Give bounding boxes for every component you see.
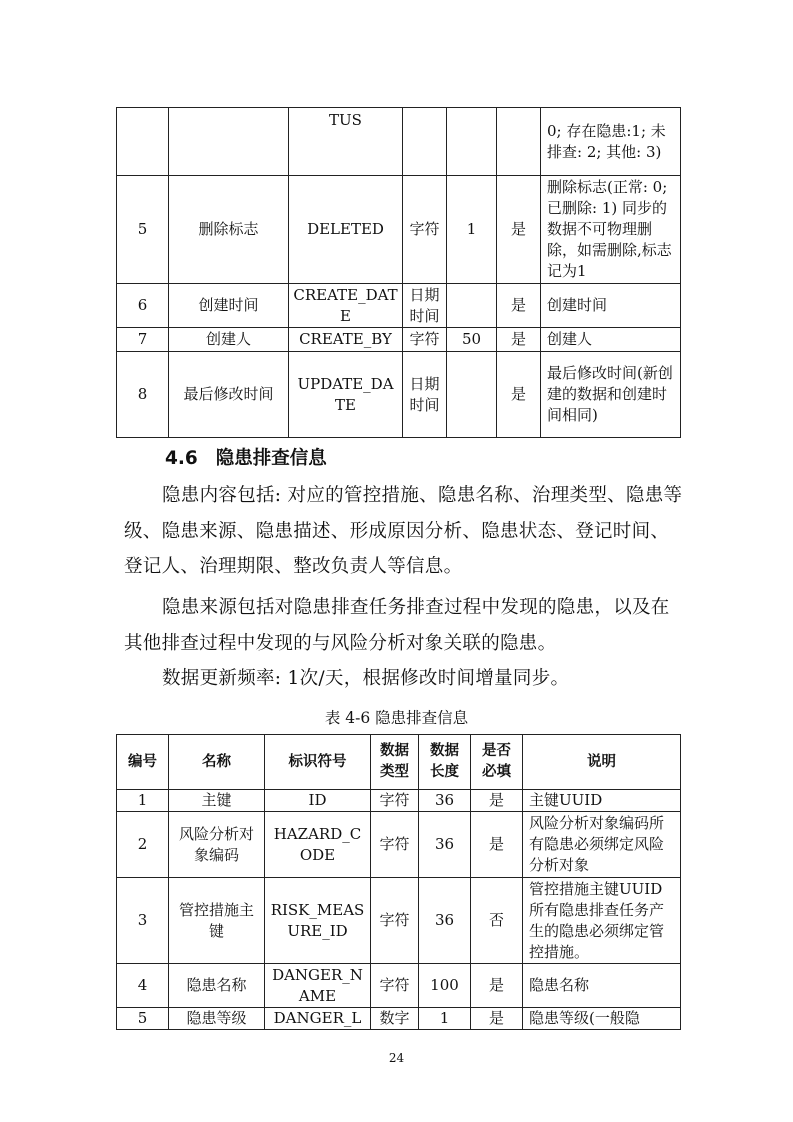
cell-required: 否 xyxy=(471,878,523,964)
cell-desc: 0; 存在隐患:1; 未排查: 2; 其他: 3) xyxy=(541,108,681,176)
cell-length xyxy=(447,352,497,438)
cell-required: 是 xyxy=(471,812,523,878)
cell-no: 1 xyxy=(117,790,169,812)
cell-name: 创建时间 xyxy=(169,284,289,328)
cell-no: 6 xyxy=(117,284,169,328)
cell-type: 数字 xyxy=(371,1008,419,1030)
cell-type: 字符 xyxy=(371,878,419,964)
cell-required: 是 xyxy=(471,964,523,1008)
cell-desc: 删除标志(正常: 0; 已删除: 1) 同步的数据不可物理删除，如需删除,标志记为1 xyxy=(541,176,681,284)
cell-length: 36 xyxy=(419,790,471,812)
table-caption: 表 4-6 隐患排查信息 xyxy=(324,709,469,727)
cell-code: CREATE_BY xyxy=(289,328,403,352)
cell-desc: 隐患等级(一般隐 xyxy=(523,1008,681,1030)
cell-length: 1 xyxy=(419,1008,471,1030)
section-title: 隐患排查信息 xyxy=(215,448,327,469)
cell-name: 管控措施主键 xyxy=(169,878,265,964)
cell-no: 8 xyxy=(117,352,169,438)
paragraph-source: 隐患来源包括对隐患排查任务排查过程中发现的隐患，以及在其他排查过程中发现的与风险分析对象关联的隐患。 xyxy=(124,597,670,654)
cell-code: DELETED xyxy=(289,176,403,284)
cell-no: 3 xyxy=(117,878,169,964)
cell-no xyxy=(117,108,169,176)
cell-desc: 管控措施主键UUID所有隐患排查任务产生的隐患必须绑定管控措施。 xyxy=(523,878,681,964)
cell-name: 主键 xyxy=(169,790,265,812)
cell-required: 是 xyxy=(497,352,541,438)
header-desc: 说明 xyxy=(523,735,681,790)
cell-required: 是 xyxy=(497,176,541,284)
cell-type xyxy=(403,108,447,176)
header-code: 标识符号 xyxy=(265,735,371,790)
cell-length xyxy=(447,284,497,328)
table-field-definitions-continued xyxy=(116,107,681,438)
cell-type: 日期时间 xyxy=(403,284,447,328)
cell-required: 是 xyxy=(471,1008,523,1030)
cell-name: 创建人 xyxy=(169,328,289,352)
section-heading xyxy=(165,444,345,470)
table-row xyxy=(117,878,681,964)
cell-code: ID xyxy=(265,790,371,812)
cell-type: 日期时间 xyxy=(403,352,447,438)
cell-no: 2 xyxy=(117,812,169,878)
cell-desc: 创建人 xyxy=(541,328,681,352)
cell-desc: 创建时间 xyxy=(541,284,681,328)
table-header-row xyxy=(117,735,681,790)
header-length: 数据长度 xyxy=(419,735,471,790)
cell-type: 字符 xyxy=(371,812,419,878)
cell-desc: 最后修改时间(新创建的数据和创建时间相同) xyxy=(541,352,681,438)
table-row xyxy=(117,790,681,812)
cell-desc: 隐患名称 xyxy=(523,964,681,1008)
cell-no: 4 xyxy=(117,964,169,1008)
cell-code: HAZARD_CODE xyxy=(265,812,371,878)
cell-name: 隐患名称 xyxy=(169,964,265,1008)
table-row xyxy=(117,352,681,438)
table-hidden-danger-info xyxy=(116,734,681,1030)
cell-desc: 主键UUID xyxy=(523,790,681,812)
table-row xyxy=(117,1008,681,1030)
cell-type: 字符 xyxy=(371,964,419,1008)
table-row xyxy=(117,284,681,328)
cell-length: 36 xyxy=(419,812,471,878)
cell-code: DANGER_NAME xyxy=(265,964,371,1008)
cell-type: 字符 xyxy=(371,790,419,812)
header-no: 编号 xyxy=(117,735,169,790)
header-type: 数据类型 xyxy=(371,735,419,790)
cell-no: 7 xyxy=(117,328,169,352)
cell-name: 最后修改时间 xyxy=(169,352,289,438)
cell-type: 字符 xyxy=(403,328,447,352)
cell-code: DANGER_L xyxy=(265,1008,371,1030)
paragraph-frequency: 数据更新频率: 1次/天，根据修改时间增量同步。 xyxy=(162,668,570,689)
table-row xyxy=(117,328,681,352)
cell-length: 100 xyxy=(419,964,471,1008)
table-row xyxy=(117,108,681,176)
table-row xyxy=(117,964,681,1008)
cell-code: TUS xyxy=(289,108,403,176)
cell-no: 5 xyxy=(117,1008,169,1030)
cell-code: RISK_MEASURE_ID xyxy=(265,878,371,964)
cell-required: 是 xyxy=(497,284,541,328)
cell-name: 隐患等级 xyxy=(169,1008,265,1030)
cell-no: 5 xyxy=(117,176,169,284)
paragraph-content: 隐患内容包括: 对应的管控措施、隐患名称、治理类型、隐患等级、隐患来源、隐患描述、形成原因分析、隐患状态、登记时间、登记人、治理期限、整改负责人等信息。 xyxy=(124,485,683,577)
cell-name xyxy=(169,108,289,176)
cell-code: UPDATE_DATE xyxy=(289,352,403,438)
cell-code: CREATE_DATE xyxy=(289,284,403,328)
cell-required: 是 xyxy=(471,790,523,812)
header-name: 名称 xyxy=(169,735,265,790)
cell-length: 1 xyxy=(447,176,497,284)
cell-length: 50 xyxy=(447,328,497,352)
cell-required: 是 xyxy=(497,328,541,352)
page-number: 24 xyxy=(388,1051,405,1065)
cell-name: 风险分析对象编码 xyxy=(169,812,265,878)
cell-required xyxy=(497,108,541,176)
cell-type: 字符 xyxy=(403,176,447,284)
cell-length: 36 xyxy=(419,878,471,964)
table-row xyxy=(117,176,681,284)
header-required: 是否必填 xyxy=(471,735,523,790)
cell-name: 删除标志 xyxy=(169,176,289,284)
cell-length xyxy=(447,108,497,176)
section-number: 4.6 xyxy=(165,448,198,469)
table-row xyxy=(117,812,681,878)
cell-desc: 风险分析对象编码所有隐患必须绑定风险分析对象 xyxy=(523,812,681,878)
